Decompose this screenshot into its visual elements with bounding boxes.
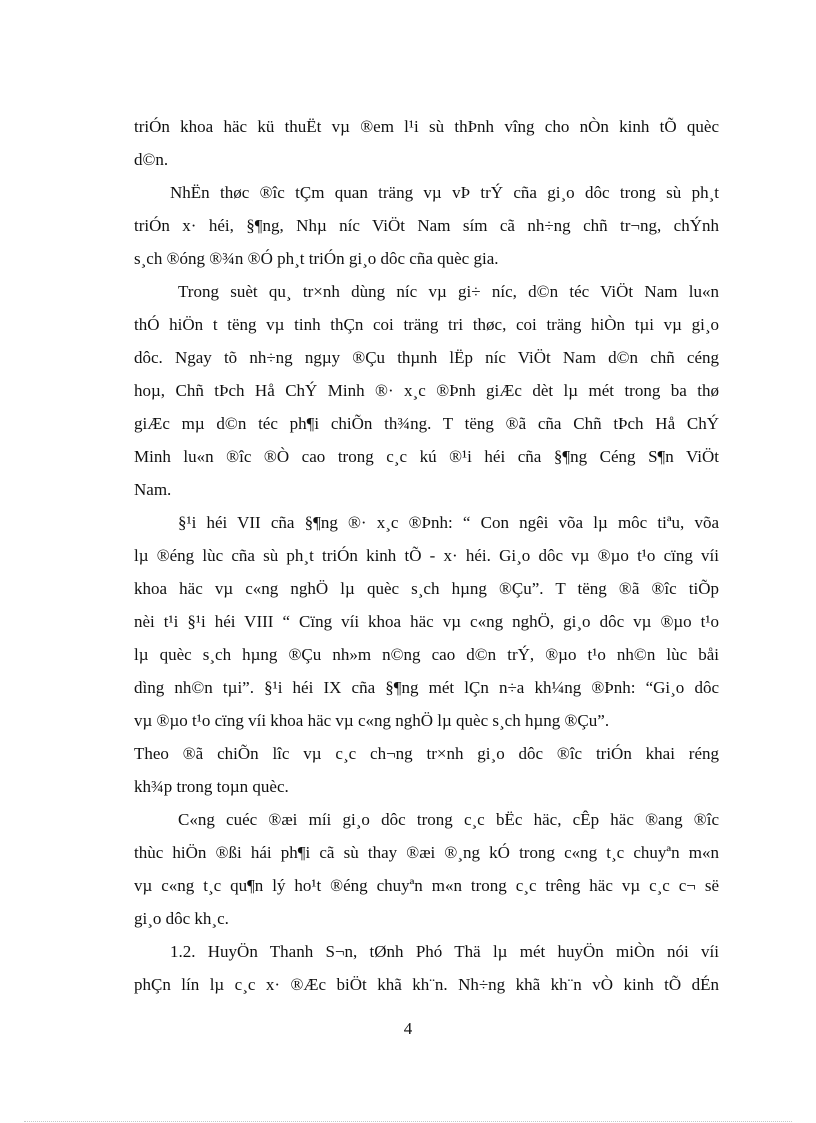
text-line: d©n. (134, 150, 169, 169)
page-bottom-divider (24, 1121, 792, 1122)
text-line: hoµ, Chñ tÞch Hå ChÝ Minh ®· x¸c ®Þnh giÆc dèt lµ mét trong ba thø (134, 381, 719, 400)
text-line: khoa häc vµ c«ng nghÖ lµ quèc s¸ch hµng ®Çu”. T tëng ®ã ®îc tiÕp (134, 579, 719, 598)
text-line: thÓ hiÖn t tëng vµ tinh thÇn coi träng tri thøc, coi träng hiÒn tµi vµ gi¸o (134, 315, 719, 334)
text-line: Nam. (134, 480, 172, 499)
paragraph-first-line: Trong suèt qu¸ tr×nh dùng níc vµ gi÷ níc, d©n téc ViÖt Nam lu«n (178, 282, 719, 301)
text-line: s¸ch ®óng ®¾n ®Ó ph¸t triÓn gi¸o dôc cña quèc gia. (134, 249, 499, 268)
text-line: triÓn x· héi, §¶ng, Nhµ níc ViÖt Nam sím cã nh÷ng chñ tr¬ng, chÝnh (134, 216, 719, 235)
page-number: 4 (403, 1019, 413, 1038)
text-line: Minh lu«n ®îc ®Ò cao trong c¸c kú ®¹i héi cña §¶ng Céng S¶n ViÖt (134, 447, 719, 466)
paragraph-first-line: C«ng cuéc ®æi míi gi¸o dôc trong c¸c bËc häc, cÊp häc ®ang ®îc (178, 810, 719, 829)
body-text (134, 110, 719, 1001)
paragraph-first-line: NhËn thøc ®îc tÇm quan träng vµ vÞ trÝ cña gi¸o dôc trong sù ph¸t (170, 183, 719, 202)
text-line: dôc. Ngay tõ nh÷ng ngµy ®Çu thµnh lËp níc ViÖt Nam d©n chñ céng (134, 348, 719, 367)
text-line: gi¸o dôc kh¸c. (134, 909, 229, 928)
text-line: phÇn lín lµ c¸c x· ®Æc biÖt khã kh¨n. Nh÷ng khã kh¨n vÒ kinh tÕ dÉn (134, 975, 719, 994)
text-line: giÆc mµ d©n téc ph¶i chiÕn th¾ng. T tëng ®ã cña Chñ tÞch Hå ChÝ (134, 414, 719, 433)
text-line: dìng nh©n tµi”. §¹i héi IX cña §¶ng mét lÇn n÷a kh¼ng ®Þnh: “Gi¸o dôc (134, 678, 719, 697)
text-line: lµ quèc s¸ch hµng ®Çu nh»m n©ng cao d©n trÝ, ®µo t¹o nh©n lùc båi (134, 645, 719, 664)
text-line: kh¾p trong toµn quèc. (134, 777, 289, 796)
text-line: triÓn khoa häc kü thuËt vµ ®em l¹i sù thÞnh vîng cho nÒn kinh tÕ quèc (134, 117, 719, 136)
text-line: thùc hiÖn ®ßi hái ph¶i cã sù thay ®æi ®¸ng kÓ trong c«ng t¸c chuyªn m«n (134, 843, 719, 862)
text-line: nèi t¹i §¹i héi VIII “ Cïng víi khoa häc vµ c«ng nghÖ, gi¸o dôc vµ ®µo t¹o (134, 612, 719, 631)
paragraph-first-line: §¹i héi VII cña §¶ng ®· x¸c ®Þnh: “ Con ngêi võa lµ môc tiªu, võa (178, 513, 719, 532)
text-line: vµ c«ng t¸c qu¶n lý ho¹t ®éng chuyªn m«n trong c¸c trêng häc vµ c¸c c¬ së (134, 876, 719, 895)
paragraph-first-line: 1.2. HuyÖn Thanh S¬n, tØnh Phó Thä lµ mét huyÖn miÒn nói víi (170, 942, 719, 961)
text-line: lµ ®éng lùc cña sù ph¸t triÓn kinh tÕ - x· héi. Gi¸o dôc vµ ®µo t¹o cïng víi (134, 546, 719, 565)
text-line: vµ ®µo t¹o cïng víi khoa häc vµ c«ng nghÖ lµ quèc s¸ch hµng ®Çu”. (134, 711, 610, 730)
text-line: Theo ®ã chiÕn lîc vµ c¸c ch¬ng tr×nh gi¸o dôc ®îc triÓn khai réng (134, 744, 719, 763)
